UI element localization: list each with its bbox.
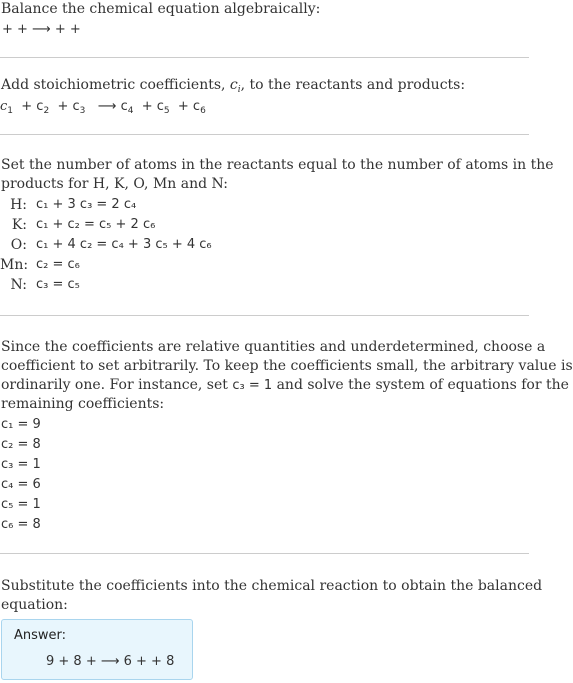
step2-heading-prefix: Add stoichiometric coefficients, [1,77,230,93]
coef-term: ⟶ c [97,99,128,114]
solution-c6: c₆ = 8 [1,517,41,532]
equation-n: c₃ = c₅ [36,277,80,292]
step3-line2: products for H, K, O, Mn and N: [1,176,228,192]
element-label-h: H: [10,197,27,213]
step1-heading: Balance the chemical equation algebraically: [1,1,321,17]
answer-label: Answer: [14,628,67,643]
coef-sub: 3 [79,106,86,116]
step2-heading-var-sub: i [237,85,241,95]
equation-h: c₁ + 3 c₃ = 2 c₄ [36,197,137,212]
answer-box [1,619,193,680]
step4-line2: coefficient to set arbitrarily. To keep the coefficients small, the arbitrary value is [1,358,573,374]
coef-term: c [0,99,8,114]
step2-heading-suffix: , to the reactants and products: [240,77,466,93]
solution-c2: c₂ = 8 [1,437,41,452]
coef-sub: 1 [7,106,14,116]
step5-line1: Substitute the coefficients into the chemical reaction to obtain the balanced [1,578,543,594]
equation-k: c₁ + c₂ = c₅ + 2 c₆ [36,217,156,232]
answer-equation: 9 + 8 + ⟶ 6 + + 8 [46,654,175,669]
step2-coefficient-equation [0,98,206,120]
step5-line2: equation: [1,597,68,613]
divider [0,553,529,554]
equation-o: c₁ + 4 c₂ = c₄ + 3 c₅ + 4 c₆ [36,237,212,252]
step4-line1: Since the coefficients are relative quantities and underdetermined, choose a [1,339,546,355]
step4-line3-math: c₃ = 1 [232,378,273,393]
coef-term: + c [21,99,44,114]
solution-c3: c₃ = 1 [1,457,41,472]
divider [0,315,529,316]
coef-term: + c [141,99,164,114]
coef-sub: 5 [163,106,170,116]
step1-equation: + + ⟶ + + [2,22,81,37]
coef-term: + c [57,99,80,114]
step2-heading-var: c [229,77,238,93]
solution-c4: c₄ = 6 [1,477,41,492]
equation-mn: c₂ = c₆ [36,257,80,272]
step3-line1: Set the number of atoms in the reactants equal to the number of atoms in the [1,157,554,173]
step4-line3-suffix: and solve the system of equations for the [272,377,569,393]
element-label-mn: Mn: [0,257,29,273]
solution-c1: c₁ = 9 [1,417,41,432]
coef-sub: 2 [43,106,50,116]
step4-line4: remaining coefficients: [1,396,165,412]
step4-line3 [1,376,569,395]
element-label-n: N: [10,277,27,293]
coef-term: + c [177,99,201,114]
element-label-k: K: [11,217,27,233]
coef-sub: 4 [127,106,134,116]
step2-heading [1,76,465,99]
divider [0,134,529,135]
divider [0,57,529,58]
element-label-o: O: [10,237,27,253]
coef-sub: 6 [200,106,206,116]
step4-line3-prefix: ordinarily one. For instance, set [1,377,233,393]
solution-c5: c₅ = 1 [1,497,41,512]
